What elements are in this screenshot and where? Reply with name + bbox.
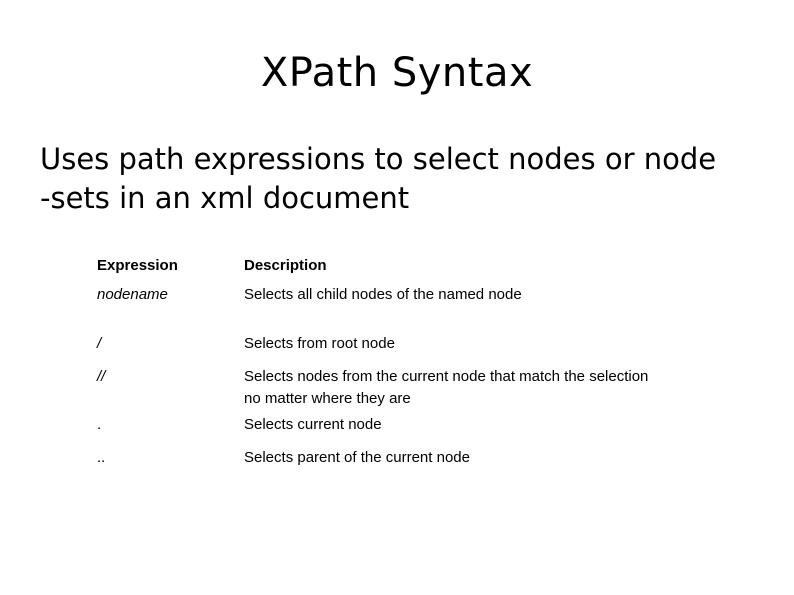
expression-table: [97, 254, 704, 476]
expression-cell: //: [97, 368, 106, 385]
table-row: [97, 280, 704, 329]
description-cell: Selects current node: [244, 416, 382, 433]
header-description: Description: [244, 257, 327, 274]
table-row: [97, 362, 704, 410]
description-cell: Selects all child nodes of the named node: [244, 286, 522, 303]
subtitle-line-2: -sets in an xml document: [40, 181, 410, 215]
description-cell: Selects parent of the current node: [244, 449, 470, 466]
description-line-1: Selects nodes from the current node that match the selection: [244, 368, 649, 385]
expression-cell: nodename: [97, 286, 168, 303]
slide-subtitle: [40, 140, 760, 218]
description-cell: Selects from root node: [244, 335, 395, 352]
expression-cell: /: [97, 335, 102, 352]
slide-title: XPath Syntax: [260, 50, 534, 96]
description-cell: [244, 362, 704, 410]
subtitle-line-1: Uses path expressions to select nodes or node: [40, 142, 717, 176]
table-row: [97, 443, 704, 476]
table-row: [97, 329, 704, 362]
table-header-row: [97, 254, 704, 280]
table-row: [97, 410, 704, 443]
expression-cell: ..: [97, 449, 106, 466]
header-expression: Expression: [97, 257, 178, 274]
expression-cell: .: [97, 416, 102, 433]
description-line-2: no matter where they are: [244, 390, 411, 407]
